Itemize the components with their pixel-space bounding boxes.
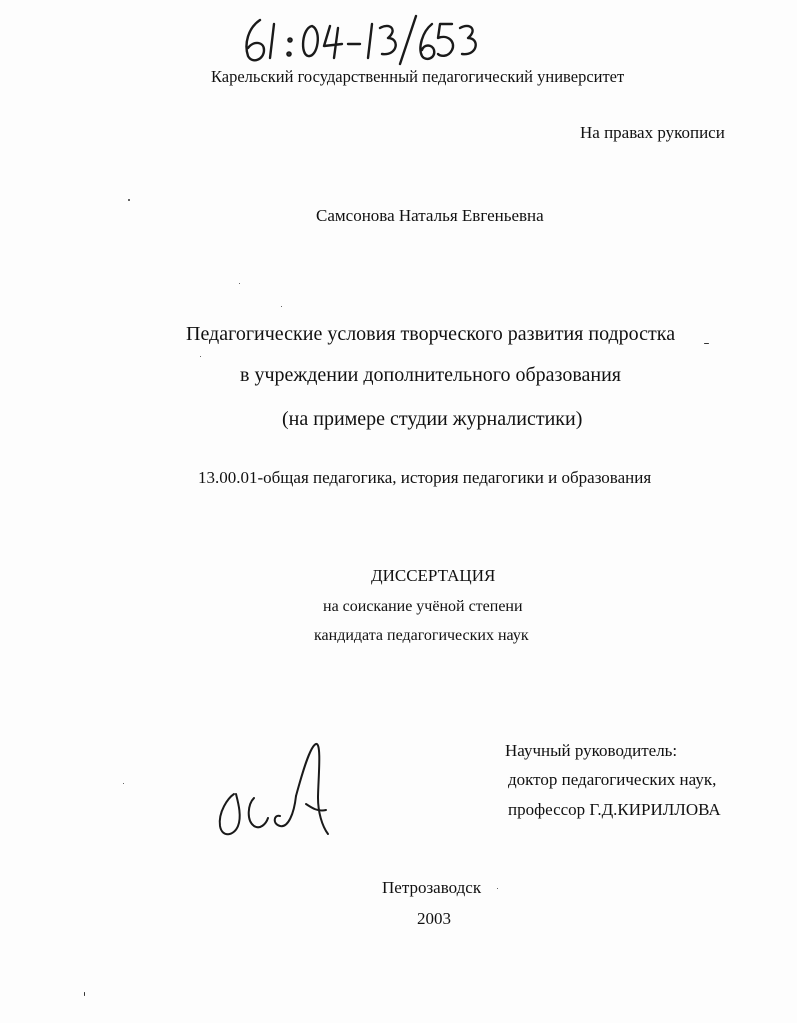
scan-speck [200,356,201,357]
degree-line-2: кандидата педагогических наук [314,627,529,644]
scan-speck [239,283,240,284]
year: 2003 [417,909,451,928]
author-name: Самсонова Наталья Евгеньевна [316,206,544,225]
university-name: Карельский государственный педагогический университет [211,67,625,86]
scan-speck [281,306,282,307]
title-line-2: в учреждении дополнительного образования [240,364,621,386]
degree-line-1: на соискание учёной степени [323,598,523,615]
city: Петрозаводск [382,878,482,897]
scan-speck [704,343,709,344]
handwritten-signature [214,742,344,854]
scan-speck [497,888,498,889]
advisor-label: Научный руководитель: [505,741,678,760]
title-line-3: (на примере студии журналистики) [282,408,583,430]
scan-speck [123,783,124,784]
advisor-name: профессор Г.Д.КИРИЛЛОВА [508,800,721,819]
scan-speck [84,992,85,996]
advisor-degree: доктор педагогических наук, [508,770,717,789]
title-line-1: Педагогические условия творческого развития подростка [186,323,676,345]
work-type: ДИССЕРТАЦИЯ [371,566,496,585]
scan-speck [128,199,130,201]
handwritten-archive-number [238,14,478,66]
rights-notice: На правах рукописи [580,123,725,142]
specialty-code: 13.00.01-общая педагогика, история педагогики и образования [198,468,652,487]
